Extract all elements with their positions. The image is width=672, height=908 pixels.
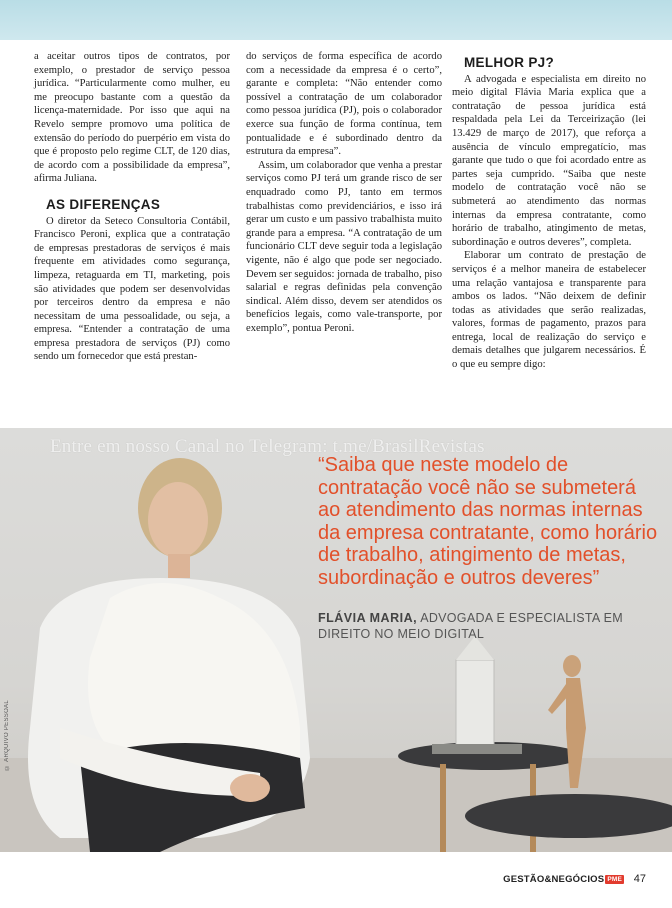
page-footer xyxy=(0,852,672,908)
paragraph: Elaborar um contrato de prestação de serviços é a melhor maneira de estabelecer uma relação vantajosa e transparente para ambos os lados. “Não deixem de definir todas as atividades que serão realizadas, valores, formas de pagamento, prazos para entrega, local de realização do serviço e demais detalhes que julgarem necessários. É o que eu sempre digo: xyxy=(452,250,646,371)
paragraph: do serviços de forma específica de acordo com a necessidade da empresa é o certo”, garante e completa: “Não entender como possível a contratação de um colaborador como pessoa jurídica (PJ), pois o colaborador exerce sua função de forma contínua, tem pontualidade e é subordinado dentro da estrutura da empresa”. xyxy=(246,51,442,158)
section-heading-melhor-pj: MELHOR PJ? xyxy=(464,55,555,70)
magazine-brand-name: GESTÃO&NEGÓCIOS xyxy=(503,874,605,885)
top-color-band xyxy=(0,0,672,40)
portrait-photo xyxy=(0,428,672,852)
paragraph: O diretor da Seteco Consultoria Contábil, Francisco Peroni, explica que a contratação de empresas prestadoras de serviços é mais frequente em atividades como segurança, limpeza, retaguarda em TI, marketing, pois são atividades que podem ser desenvolvidas por terceiros dentro da empresa e não necessitam de uma pessoalidade, ou seja, a empresa. “Entender a contratação de uma empresa prestadora de serviços (PJ) como sendo um fornecedor que está prestan- xyxy=(34,215,230,363)
article-column-2 xyxy=(246,50,442,335)
paragraph: Assim, um colaborador que venha a prestar serviços como PJ terá um grande risco de ser enquadrado como PJ, tanto em termos trabalhistas como previdenciários, e isso irá gerar um custo e um passivo trabalhista muito grande para a empresa. “A contratação de um funcionário CLT deve seguir toda a legislação vigente, não é algo que pode ser negociado. Devem ser seguidos: jornada de trabalho, piso salarial e regras definidas pela convenção sindical. Além disso, devem ser atendidos os benefícios legais, como vale-transporte, por exemplo”, pontua Peroni. xyxy=(246,159,442,334)
magazine-badge: PME xyxy=(607,876,622,883)
magazine-brand xyxy=(503,874,624,885)
pull-quote: “Saiba que neste modelo de contratação você não se submeterá ao atendimento das normas internas da empresa contratante, como horário de trabalho, atingimento de metas, subordinação e outros deveres” xyxy=(318,454,658,589)
paragraph: a aceitar outros tipos de contratos, por exemplo, o prestador de serviço pessoa jurídica. “Particularmente como mulher, eu me preocupo bastante com a questão da licença-maternidade. Por isso que aqui na Revelo sempre promovo uma política de extensão do período do puerpério em vista do que é proposto pelo regime CLT, de 120 dias, de acordo com a possibilidade da empresa”, afirma Juliana. xyxy=(34,51,230,185)
article-column-1 xyxy=(34,50,230,364)
section-heading-diferencas: AS DIFERENÇAS xyxy=(46,196,161,212)
telegram-watermark: Entre em nosso Canal no Telegram: t.me/BrasilRevistas xyxy=(50,436,485,457)
paragraph: A advogada e especialista em direito no meio digital Flávia Maria explica que a contratação de pessoa jurídica está respaldada pela Lei da Terceirização (lei 13.429 de março de 2017), que reforça a ausência de vínculo empregatício, mas garante que tudo o que foi acordado entre as partes seja cumprido. “Saiba que neste modelo de contratação você não se submeterá ao atendimento das normas internas da empresa contratante, como horário de trabalho, atingimento de metas, subordinação e outros deveres”, completa. xyxy=(452,73,646,248)
quote-credit xyxy=(318,610,648,642)
page-number: 47 xyxy=(633,873,646,885)
article-column-3 xyxy=(452,56,646,372)
quote-credit-name: FLÁVIA MARIA, xyxy=(318,611,418,625)
quote-credit-role: ADVOGADA E ESPECIALISTA EM DIREITO NO MEIO DIGITAL xyxy=(318,611,623,641)
photo-credit: © ARQUIVO PESSOAL xyxy=(4,700,10,770)
